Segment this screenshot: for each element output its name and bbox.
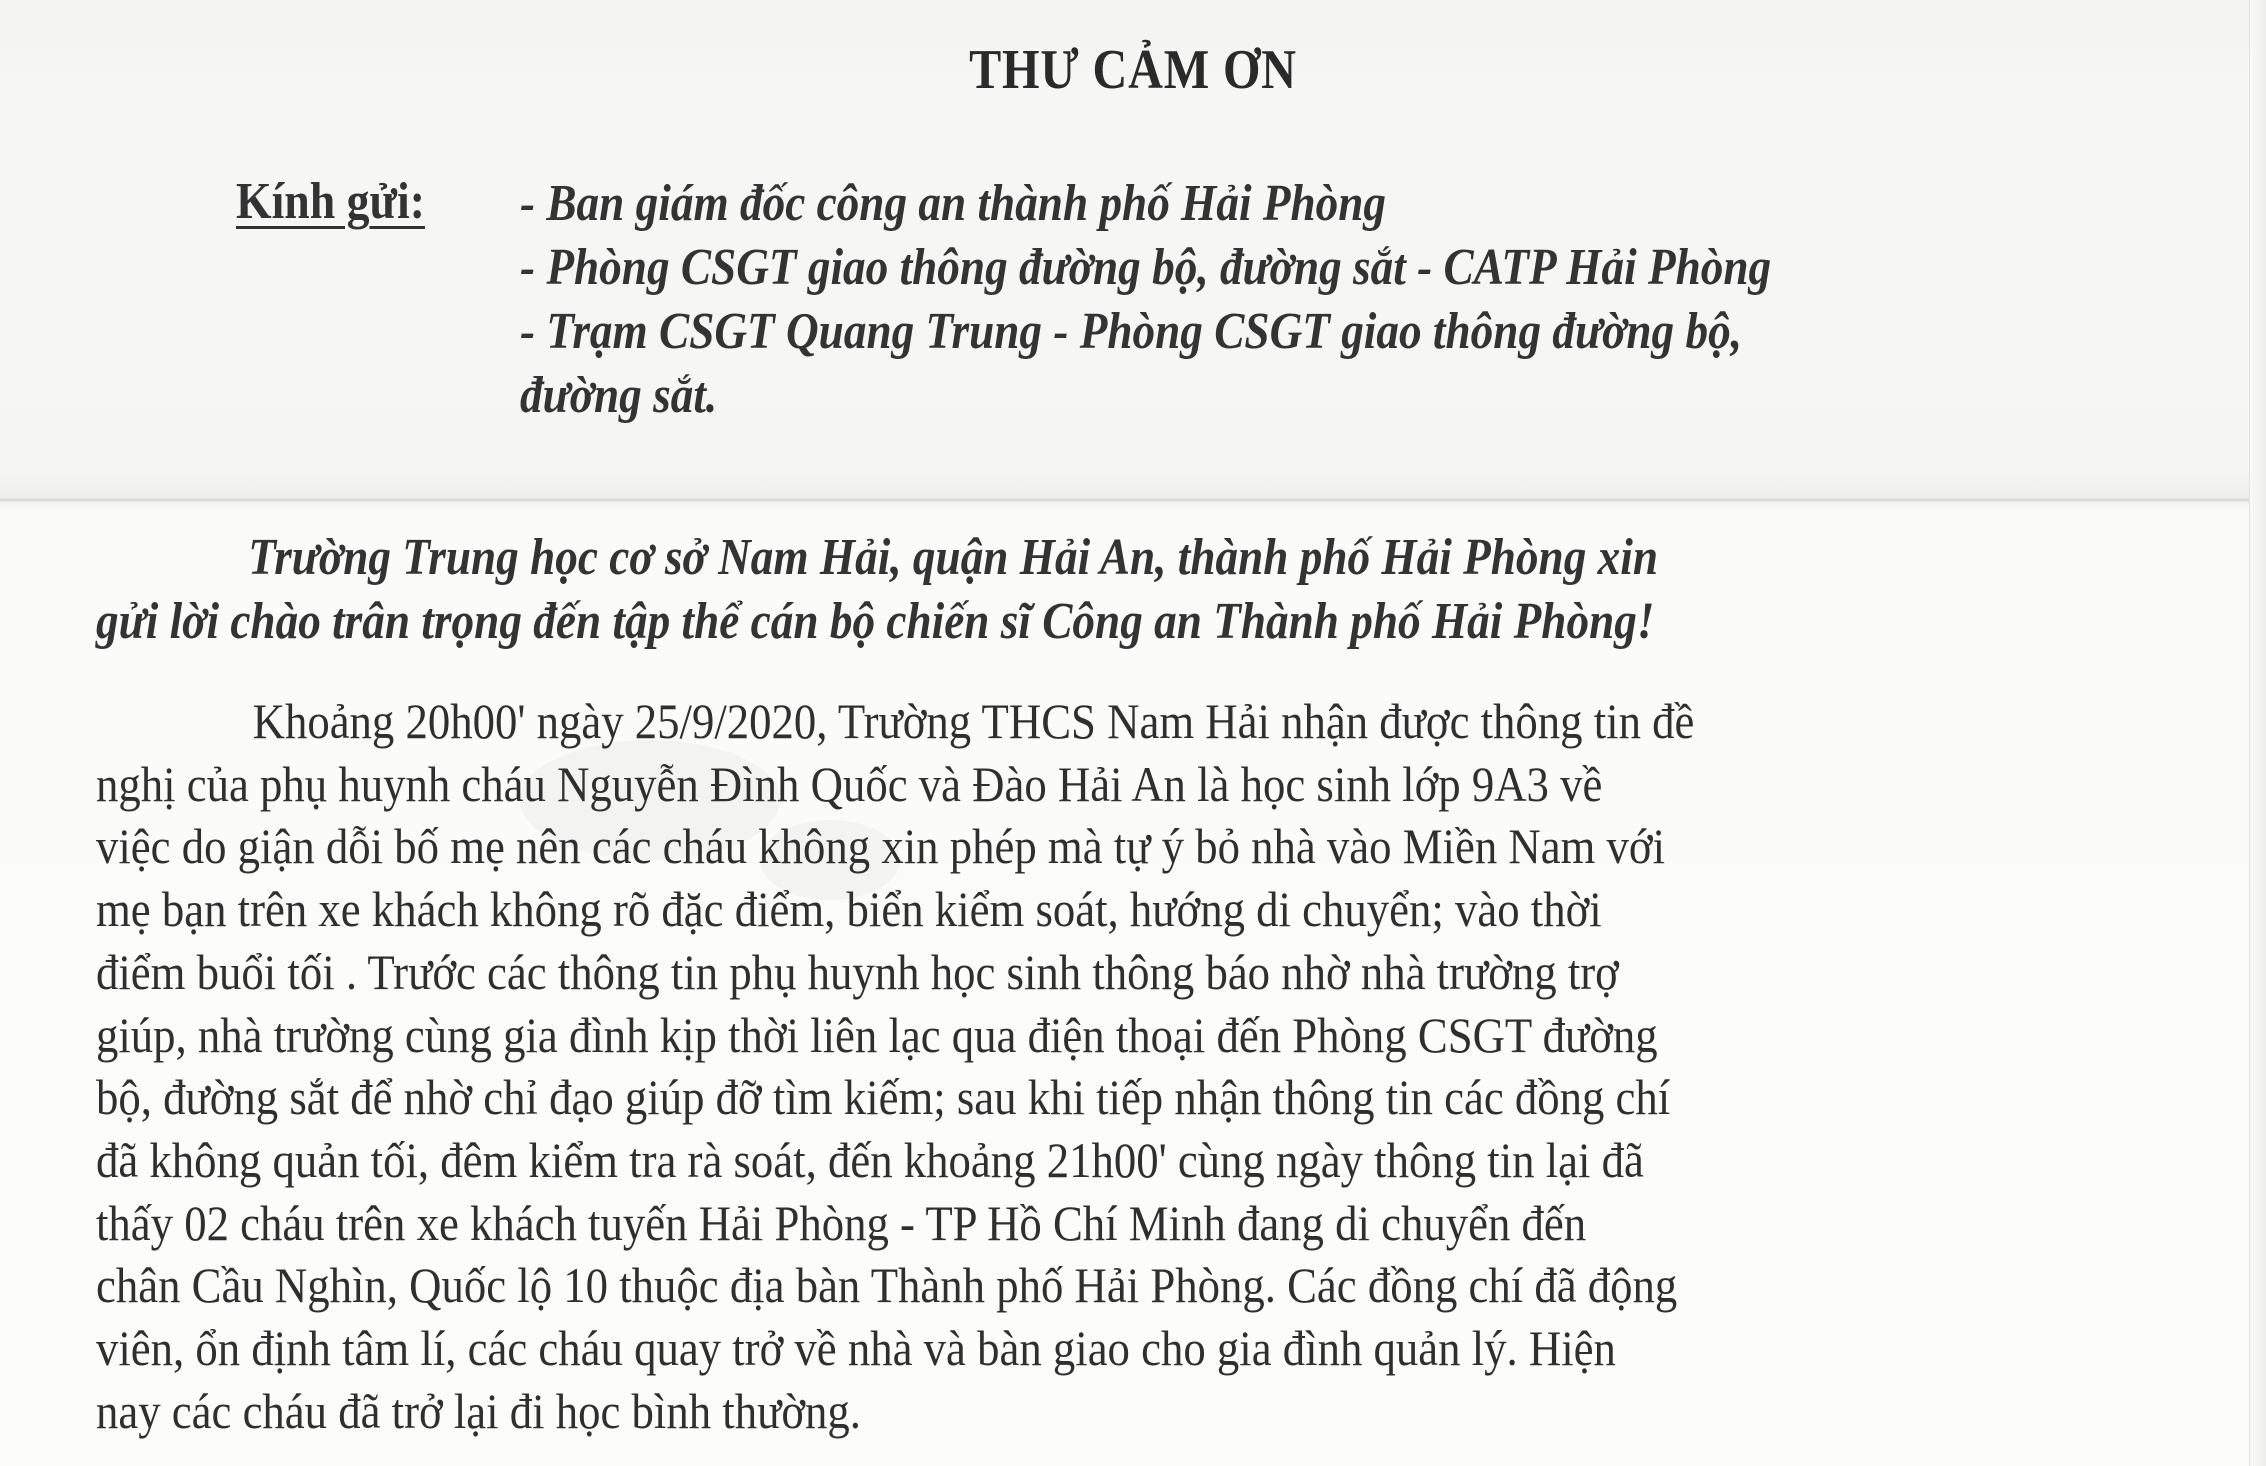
body-line: viên, ổn định tâm lí, các cháu quay trở về nhà và bàn giao cho gia đình quản lý. Hiện	[96, 1320, 1616, 1377]
letter-title: THƯ CẢM ƠN	[969, 39, 1297, 101]
recipient-line: - Ban giám đốc công an thành phố Hải Phòng	[520, 175, 1387, 232]
body-line: nghị của phụ huynh cháu Nguyễn Đình Quốc và Đào Hải An là học sinh lớp 9A3 về	[96, 755, 1603, 812]
recipient-list	[520, 172, 2140, 428]
recipient-line: - Trạm CSGT Quang Trung - Phòng CSGT giao thông đường bộ,	[520, 303, 1743, 360]
body-paragraph	[96, 690, 2196, 1442]
body-line: điểm buổi tối . Trước các thông tin phụ huynh học sinh thông báo nhờ nhà trường trợ	[96, 943, 1619, 1000]
body-line: nay các cháu đã trở lại đi học bình thường.	[96, 1382, 861, 1439]
body-line: mẹ bạn trên xe khách không rõ đặc điểm, biển kiểm soát, hướng di chuyển; vào thời	[96, 881, 1602, 938]
greeting-line: Trường Trung học cơ sở Nam Hải, quận Hải An, thành phố Hải Phòng xin	[248, 529, 1658, 586]
body-line: việc do giận dỗi bố mẹ nên các cháu không xin phép mà tự ý bỏ nhà vào Miền Nam với	[96, 818, 1666, 875]
body-line: Khoảng 20h00' ngày 25/9/2020, Trường THCS Nam Hải nhận được thông tin đề	[252, 693, 1695, 749]
greeting-line: gửi lời chào trân trọng đến tập thể cán bộ chiến sĩ Công an Thành phố Hải Phòng!	[96, 593, 1655, 650]
recipient-line: - Phòng CSGT giao thông đường bộ, đường sắt - CATP Hải Phòng	[520, 239, 1772, 296]
paper-right-edge	[2249, 0, 2266, 1466]
body-line: giúp, nhà trường cùng gia đình kịp thời liên lạc qua điện thoại đến Phòng CSGT đường	[96, 1006, 1658, 1063]
greeting-paragraph	[96, 526, 2196, 654]
body-line: đã không quản tối, đêm kiểm tra rà soát, đến khoảng 21h00' cùng ngày thông tin lại đã	[96, 1131, 1644, 1188]
body-line: bộ, đường sắt để nhờ chỉ đạo giúp đỡ tìm kiếm; sau khi tiếp nhận thông tin các đồng chí	[96, 1069, 1671, 1126]
paper-fold-crease	[0, 498, 2250, 502]
body-line: chân Cầu Nghìn, Quốc lộ 10 thuộc địa bàn Thành phố Hải Phòng. Các đồng chí đã động	[96, 1257, 1678, 1314]
recipients-label: Kính gửi:	[236, 173, 425, 230]
recipient-line: đường sắt.	[520, 367, 718, 424]
body-line: thấy 02 cháu trên xe khách tuyến Hải Phòng - TP Hồ Chí Minh đang di chuyển đến	[96, 1194, 1587, 1251]
